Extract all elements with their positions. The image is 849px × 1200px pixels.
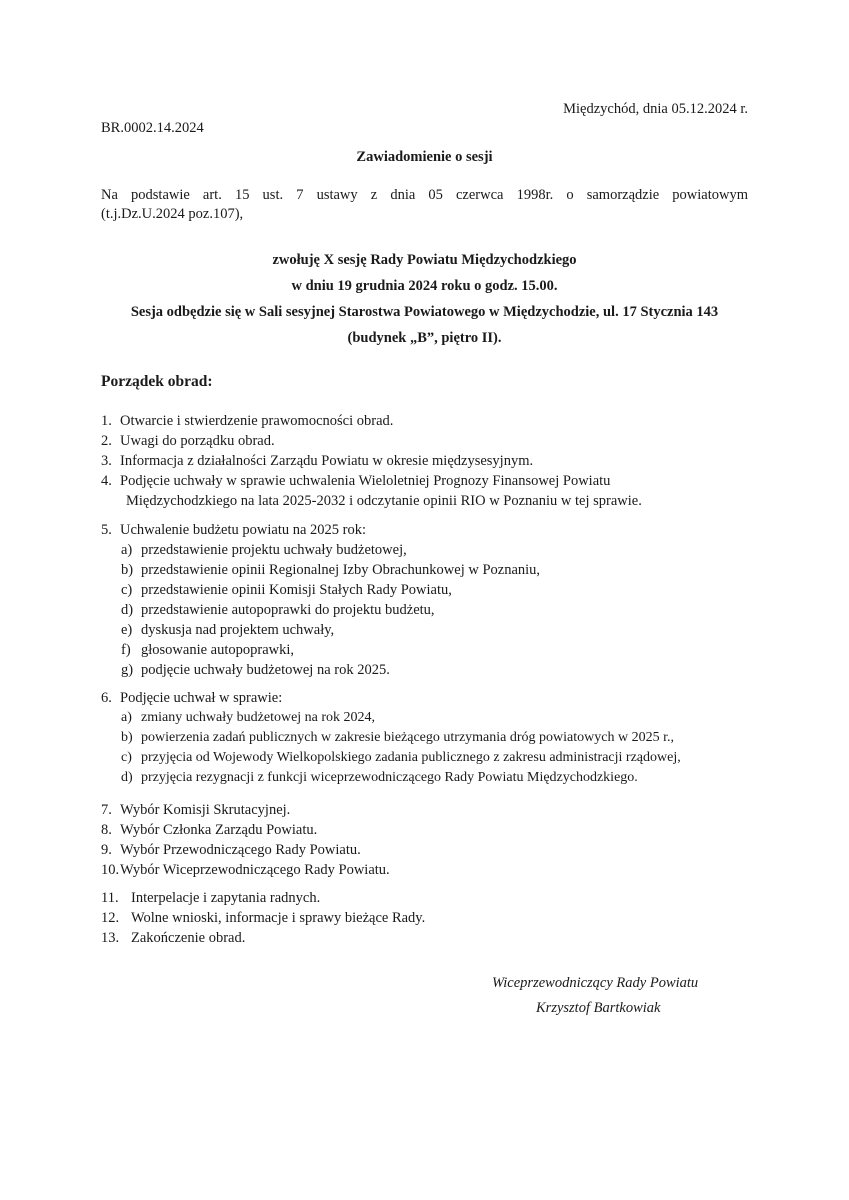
- agenda-subitem: [121, 642, 294, 659]
- signature-name: Krzysztof Bartkowiak: [536, 1000, 661, 1016]
- subitem-letter: a): [121, 542, 133, 558]
- agenda-item-10: [101, 862, 390, 879]
- subitem-text: przyjęcia od Wojewody Wielkopolskiego zadania publicznego z zakresu administracji rządowej,: [141, 750, 681, 765]
- agenda-item-number: 13.: [101, 930, 120, 946]
- agenda-item-text: Wybór Przewodniczącego Rady Powiatu.: [120, 842, 361, 858]
- agenda-item-6: [101, 690, 282, 707]
- document-date: Międzychód, dnia 05.12.2024 r.: [563, 101, 748, 117]
- subitem-text: dyskusja nad projektem uchwały,: [141, 622, 335, 638]
- agenda-subitem: [121, 582, 452, 599]
- agenda-item-text: Interpelacje i zapytania radnych.: [131, 890, 321, 906]
- subitem-letter: d): [121, 770, 133, 785]
- agenda-item-number: 12.: [101, 910, 120, 926]
- agenda-item-12: [101, 910, 425, 927]
- subitem-letter: d): [121, 602, 134, 618]
- agenda-item-8: [101, 822, 317, 839]
- agenda-item-11: [101, 890, 320, 907]
- agenda-item-text: Otwarcie i stwierdzenie prawomocności obrad.: [120, 413, 394, 429]
- agenda-item-text: Wybór Wiceprzewodniczącego Rady Powiatu.: [120, 862, 390, 878]
- agenda-item-3: [101, 453, 533, 470]
- subitem-letter: b): [121, 562, 134, 578]
- agenda-item-number: 10.: [101, 862, 120, 878]
- subitem-text: przedstawienie opinii Regionalnej Izby Obrachunkowej w Poznaniu,: [141, 562, 541, 578]
- agenda-item-number: 8.: [101, 822, 112, 838]
- agenda-item-number: 7.: [101, 802, 112, 818]
- subitem-text: przedstawienie opinii Komisji Stałych Rady Powiatu,: [141, 582, 452, 598]
- agenda-item-number: 2.: [101, 433, 112, 449]
- agenda-item-1: [101, 413, 393, 430]
- agenda-item-text: Zakończenie obrad.: [131, 930, 246, 946]
- agenda-item-text: Podjęcie uchwały w sprawie uchwalenia Wieloletniej Prognozy Finansowej Powiatu: [120, 473, 611, 489]
- subitem-letter: e): [121, 622, 133, 638]
- agenda-item-text: Wolne wnioski, informacje i sprawy bieżące Rady.: [131, 910, 426, 926]
- agenda-item-7: [101, 802, 290, 819]
- agenda-item-number: 1.: [101, 413, 112, 429]
- agenda-item-number: 9.: [101, 842, 112, 858]
- subitem-text: przedstawienie autopoprawki do projektu budżetu,: [141, 602, 435, 618]
- subitem-letter: b): [121, 730, 133, 745]
- subitem-text: przedstawienie projektu uchwały budżetowej,: [141, 542, 407, 558]
- intro-line-1: Na podstawie art. 15 ust. 7 ustawy z dnia 05 czerwca 1998r. o samorządzie powiatowym: [101, 187, 748, 203]
- subitem-letter: g): [121, 662, 134, 678]
- subitem-text: głosowanie autopoprawki,: [141, 642, 295, 658]
- agenda-subitem: [121, 602, 435, 619]
- agenda-subitem: [121, 730, 674, 746]
- agenda-item-text: Wybór Członka Zarządu Powiatu.: [120, 822, 318, 838]
- agenda-item-number: 6.: [101, 690, 112, 706]
- subitem-text: powierzenia zadań publicznych w zakresie bieżącego utrzymania dróg powiatowych w 2025 r.,: [141, 730, 674, 745]
- subitem-letter: a): [121, 710, 132, 725]
- agenda-subitem: [121, 562, 540, 579]
- subitem-text: przyjęcia rezygnacji z funkcji wiceprzewodniczącego Rady Powiatu Międzychodzkiego.: [141, 770, 638, 785]
- convocation-line-3: Sesja odbędzie się w Sali sesyjnej Starostwa Powiatowego w Międzychodzie, ul. 17 Stycznia 143: [130, 304, 719, 320]
- convocation-line-4: (budynek „B”, piętro II).: [347, 330, 502, 346]
- agenda-item-text: Podjęcie uchwał w sprawie:: [120, 690, 283, 706]
- agenda-subitem: [121, 710, 375, 726]
- agenda-subitem: [121, 750, 681, 766]
- agenda-subitem: [121, 662, 390, 679]
- agenda-item-number: 11.: [101, 890, 119, 906]
- agenda-heading: Porządek obrad:: [101, 373, 213, 390]
- subitem-text: zmiany uchwały budżetowej na rok 2024,: [141, 710, 376, 725]
- subitem-letter: f): [121, 642, 131, 658]
- agenda-item-number: 4.: [101, 473, 112, 489]
- agenda-item-number: 5.: [101, 522, 112, 538]
- agenda-item-4: [101, 473, 610, 490]
- document-title: Zawiadomienie o sesji: [356, 149, 493, 165]
- agenda-subitem: [121, 622, 334, 639]
- agenda-item-13: [101, 930, 245, 947]
- signature-role: Wiceprzewodniczący Rady Powiatu: [492, 975, 699, 991]
- convocation-line-2: w dniu 19 grudnia 2024 roku o godz. 15.00.: [291, 278, 558, 294]
- reference-number: BR.0002.14.2024: [101, 120, 204, 136]
- agenda-item-4-continuation: Międzychodzkiego na lata 2025-2032 i odczytanie opinii RIO w Poznaniu w tej sprawie.: [126, 493, 642, 509]
- agenda-item-text: Wybór Komisji Skrutacyjnej.: [120, 802, 291, 818]
- agenda-item-text: Uwagi do porządku obrad.: [120, 433, 275, 449]
- subitem-text: podjęcie uchwały budżetowej na rok 2025.: [141, 662, 390, 678]
- agenda-item-text: Uchwalenie budżetu powiatu na 2025 rok:: [120, 522, 367, 538]
- agenda-item-2: [101, 433, 275, 450]
- agenda-item-9: [101, 842, 361, 859]
- subitem-letter: c): [121, 582, 133, 598]
- agenda-item-5: [101, 522, 366, 539]
- agenda-subitem: [121, 770, 638, 786]
- agenda-subitem: [121, 542, 407, 559]
- agenda-item-text: Informacja z działalności Zarządu Powiatu w okresie międzysesyjnym.: [120, 453, 534, 469]
- convocation-line-1: zwołuję X sesję Rady Powiatu Międzychodzkiego: [272, 252, 577, 268]
- subitem-letter: c): [121, 750, 132, 765]
- agenda-item-number: 3.: [101, 453, 112, 469]
- intro-line-2: (t.j.Dz.U.2024 poz.107),: [101, 206, 244, 222]
